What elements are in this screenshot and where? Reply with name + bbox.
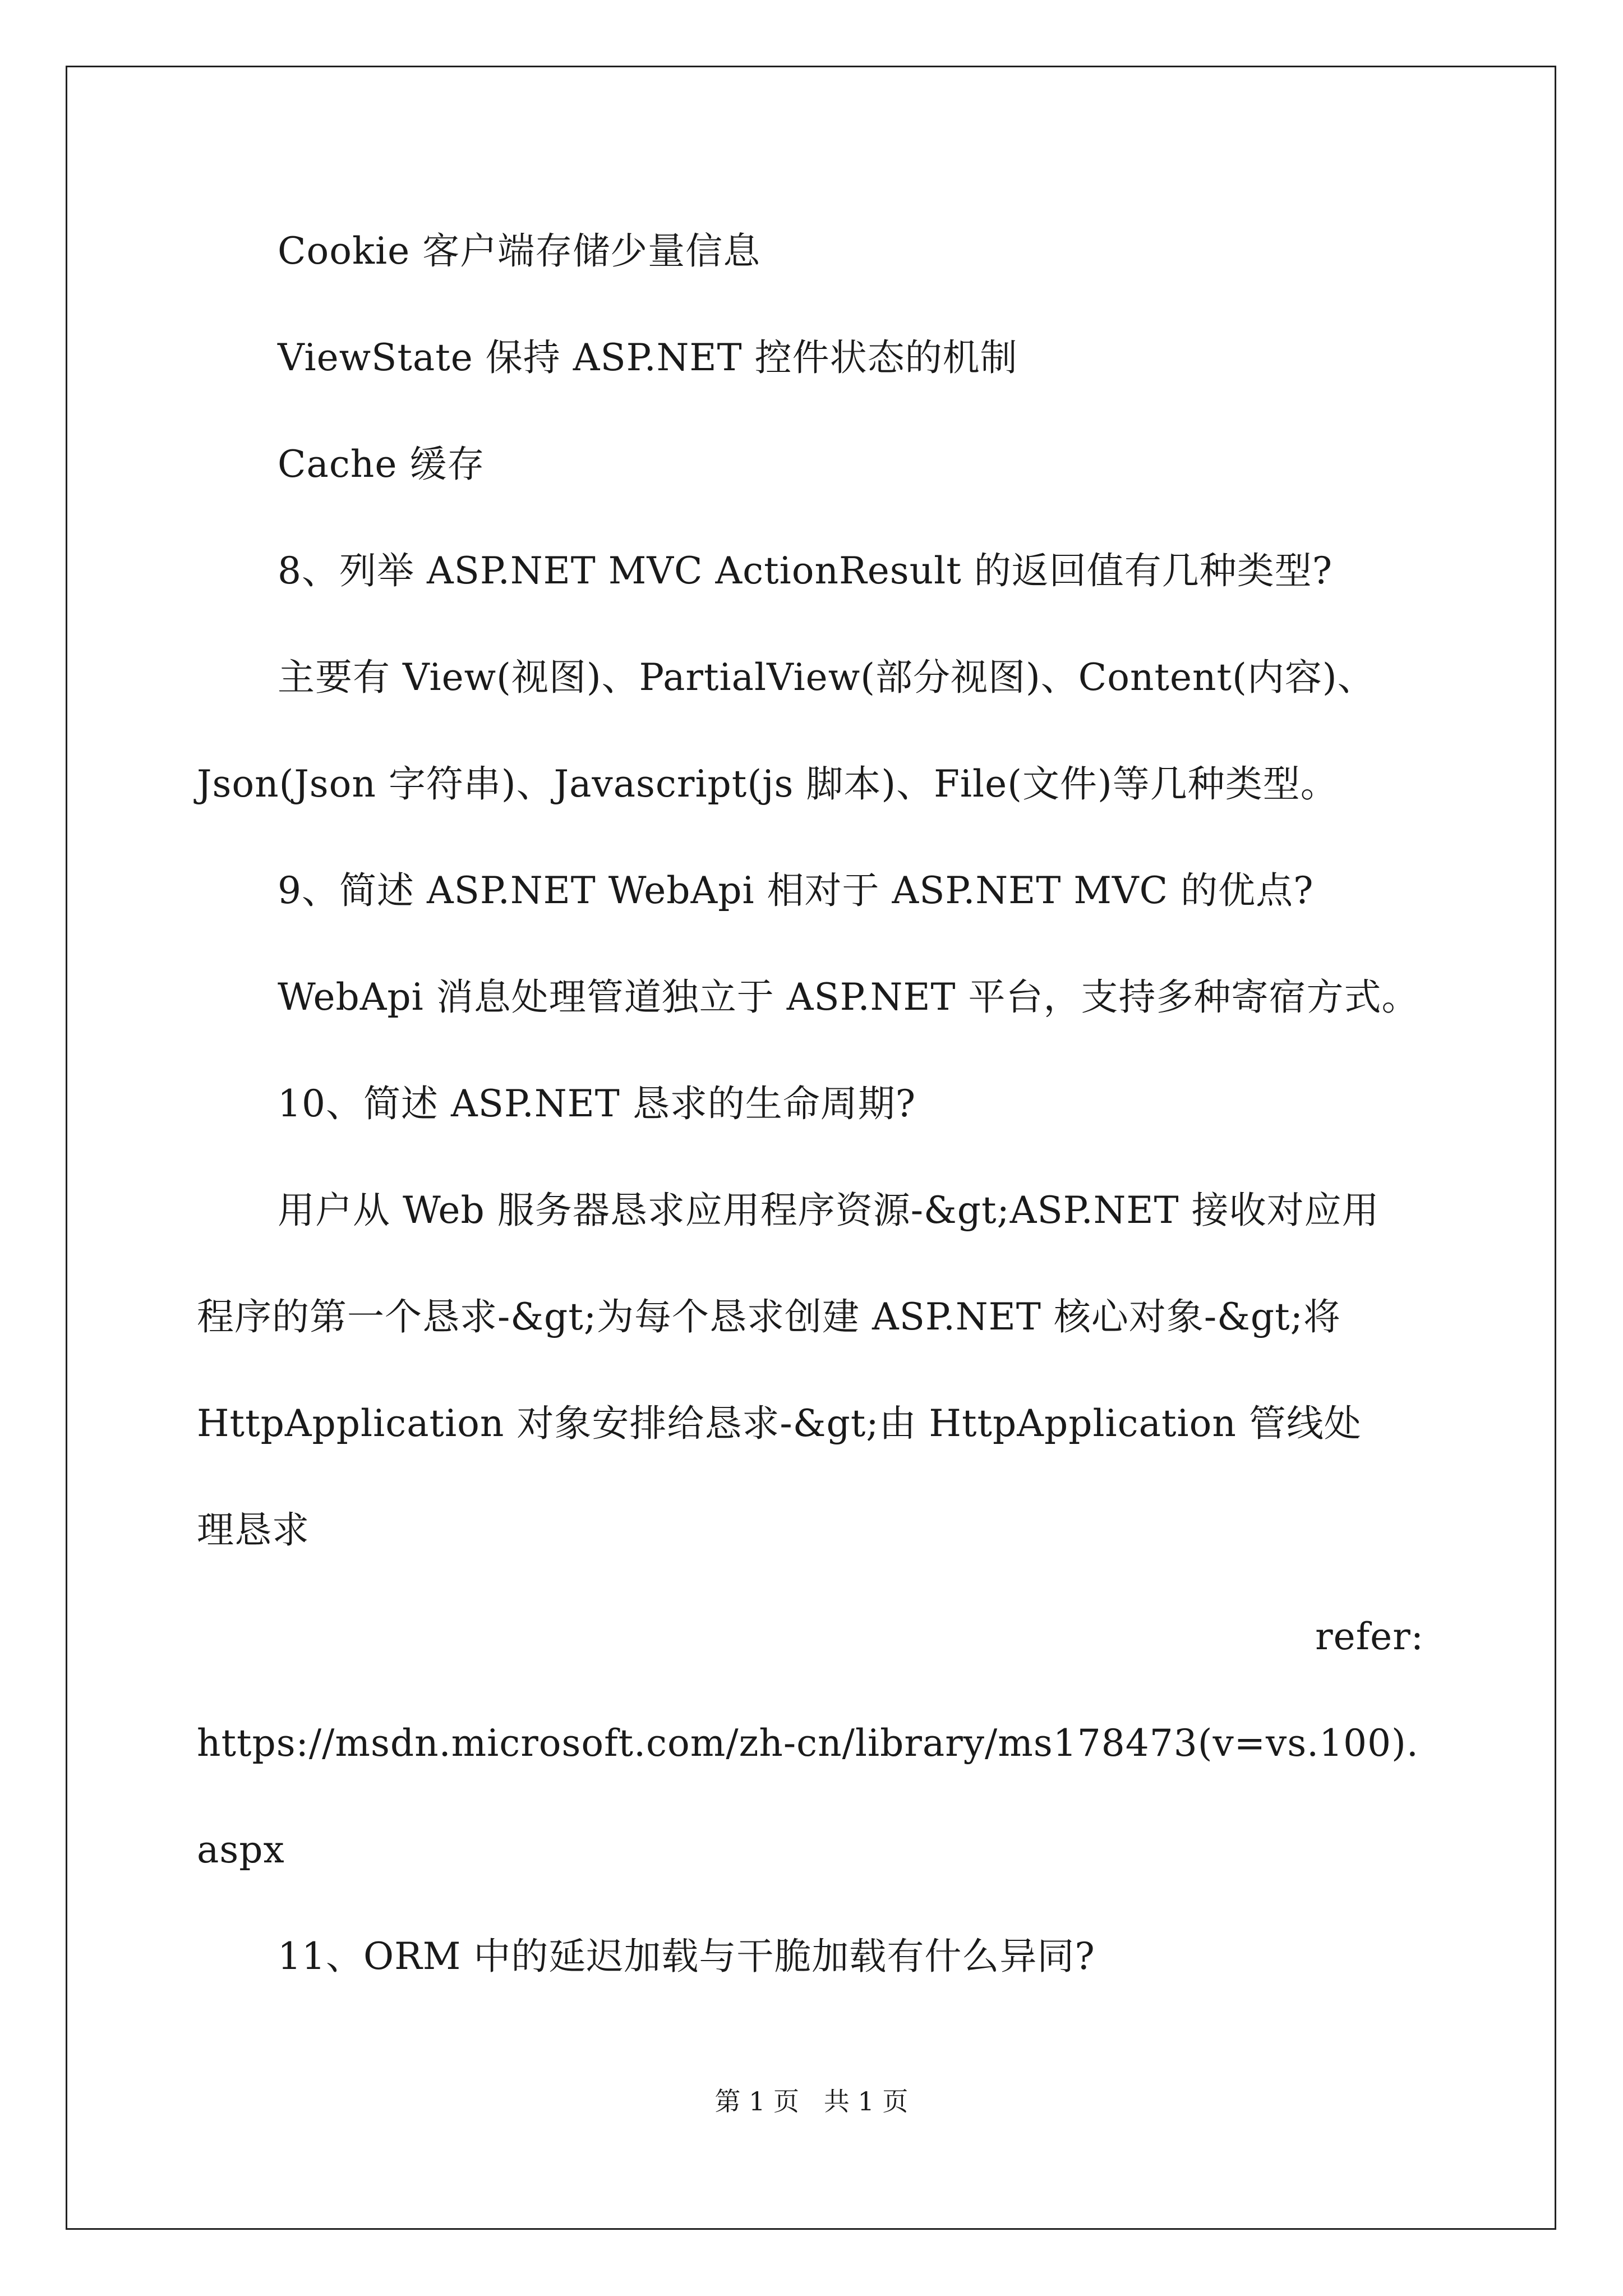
question-10: 10、简述 ASP.NET 恳求的生命周期? — [278, 1082, 916, 1125]
question-11: 11、ORM 中的延迟加载与干脆加载有什么异同? — [278, 1935, 1095, 1978]
answer-10-line-3: HttpApplication 对象安排给恳求-&gt;由 HttpApplication 管线处 — [197, 1402, 1362, 1445]
text-line-cache: Cache 缓存 — [278, 443, 485, 486]
question-9: 9、简述 ASP.NET WebApi 相对于 ASP.NET MVC 的优点? — [278, 869, 1314, 912]
answer-9: WebApi 消息处理管道独立于 ASP.NET 平台，支持多种寄宿方式。 — [278, 976, 1419, 1019]
answer-10-line-1: 用户从 Web 服务器恳求应用程序资源-&gt;ASP.NET 接收对应用 — [278, 1189, 1380, 1232]
answer-8-line-1: 主要有 View(视图)、PartialView(部分视图)、Content(内容)、 — [278, 656, 1375, 699]
text-line-cookie: Cookie 客户端存储少量信息 — [278, 229, 761, 273]
text-line-viewstate: ViewState 保持 ASP.NET 控件状态的机制 — [278, 336, 1018, 379]
page-border — [66, 66, 1556, 2230]
refer-url-line-1: https://msdn.microsoft.com/zh-cn/library/ms178473(v=vs.100). — [197, 1722, 1419, 1765]
page-footer: 第 1 页 共 1 页 — [714, 2086, 909, 2116]
answer-10-line-4: 理恳求 — [197, 1508, 310, 1552]
answer-10-line-2: 程序的第一个恳求-&gt;为每个恳求创建 ASP.NET 核心对象-&gt;将 — [197, 1295, 1341, 1338]
refer-url-line-2: aspx — [197, 1828, 285, 1871]
refer-label: refer: — [1315, 1615, 1424, 1658]
question-8: 8、列举 ASP.NET MVC ActionResult 的返回值有几种类型? — [278, 549, 1333, 592]
answer-8-line-2: Json(Json 字符串)、Javascript(js 脚本)、File(文件)等几种类型。 — [197, 762, 1338, 806]
